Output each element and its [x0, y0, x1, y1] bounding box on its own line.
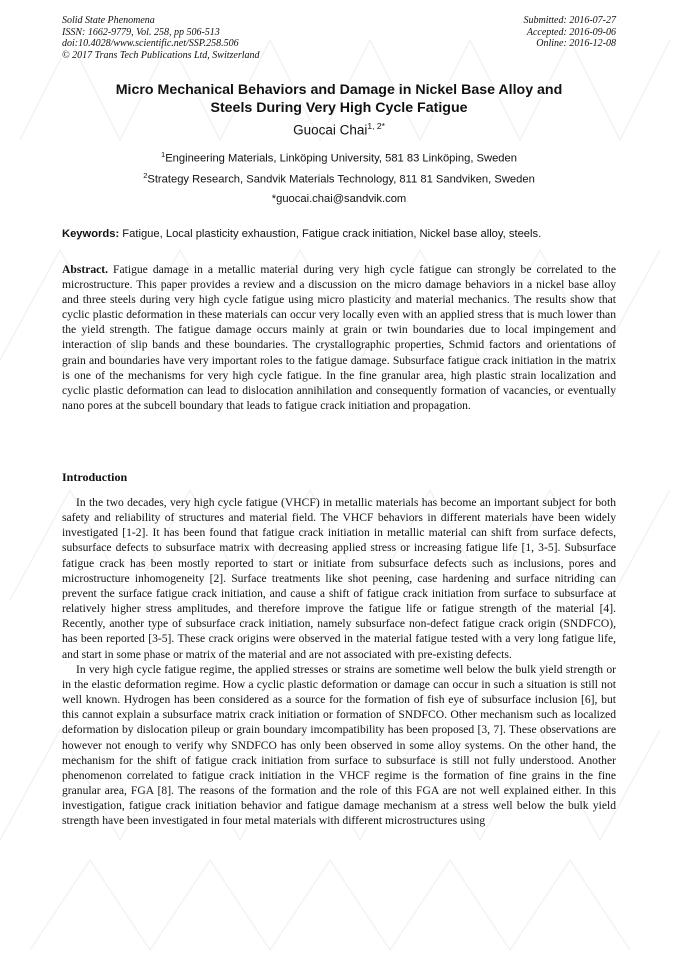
keywords-label: Keywords:: [62, 228, 120, 240]
author-marks: 1, 2*: [367, 121, 385, 131]
intro-paragraph-1: In the two decades, very high cycle fatigue (VHCF) in metallic materials has become an important subject for both safety and reliability of structures and material field. The VHCF behaviors in different materials have been widely investigated [1-2]. It has been found that fatigue crack initiation in metallic material can shift from surface defects, subsurface defects to subsurface matrix with decreasing applied stress or increasing fatigue life [1, 3-5]. Subsurface fatigue crack has been mostly reported to start or initiate from subsurface defects such as inclusions, pores and microstructure inhomogeneity [2]. Surface treatments like shot peening, case hardening and surface nitriding can prevent the surface fatigue crack initiation, and cause a shift of fatigue crack initiation from surface to subsurface at relatively higher stress amplitudes, and therefore improve the fatigue life or fatigue strength of the material [4]. Recently, another type of subsurface crack initiation, namely subsurface non-defect fatigue crack origin (SNDFCO), has been reported [3-5]. These crack origins were observed in the material fatigue tested with a very long fatigue life, and start in some phase or matrix of the material and are not associated with pre-existing defects.: [62, 496, 616, 661]
journal-name: Solid State Phenomena: [62, 15, 155, 26]
journal-header: [62, 15, 616, 61]
submitted-date: Submitted: 2016-07-27: [523, 15, 616, 26]
introduction-body: [62, 495, 616, 828]
title-line-1: Micro Mechanical Behaviors and Damage in Nickel Base Alloy and: [115, 82, 563, 98]
journal-info: [62, 15, 260, 61]
copyright-line: © 2017 Trans Tech Publications Ltd, Switzerland: [62, 49, 260, 61]
abstract-label: Abstract.: [62, 263, 109, 276]
keywords-text: Fatigue, Local plasticity exhaustion, Fatigue crack initiation, Nickel base alloy, steels.: [119, 228, 542, 240]
affiliation-2-mark: 2: [143, 171, 148, 180]
doi-line: doi:10.4028/www.scientific.net/SSP.258.506: [62, 38, 239, 49]
submission-dates: [524, 15, 617, 61]
paper-title: [62, 81, 616, 117]
author-line: [62, 121, 616, 138]
keywords: [62, 228, 616, 240]
intro-paragraph-2: In very high cycle fatigue regime, the applied stresses or strains are sometime well below the bulk yield strength or in the elastic deformation regime. How a cyclic plastic deformation or damage can occur in such a situation is still not well known. Hydrogen has been considered as a source for the formation of fish eye of subsurface inclusion [6], but this cannot explain a subsurface matrix crack initiation or formation of SNDFCO. Other mechanism such as localized deformation by dislocation pileup or grain boundary imcompatibility has been proposed [3, 7]. These observations are however not enough to verify why SNDFCO has only been observed in some alloy systems. On the other hand, the mechanism for the shift of fatigue crack initiation from surface to subsurface is still not fully understood. Another phenomenon correlated to fatigue crack initiation in the VHCF regime is the formation of fine grains in the fine granular area, FGA [8]. The reasons of the formation and the role of this FGA are not well explained either. In this investigation, fatigue crack initiation behavior and fatigue damage mechanism at a stress well below the bulk yield strength have been investigated in four metal materials with different microstructures using: [62, 662, 616, 828]
author-email: *guocai.chai@sandvik.com: [271, 193, 407, 205]
affiliation-1-mark: 1: [161, 150, 166, 159]
issn-line: ISSN: 1662-9779, Vol. 258, pp 506-513: [62, 26, 220, 38]
online-date: Online: 2016-12-08: [536, 38, 616, 49]
affiliation-1-text: Engineering Materials, Linköping University, 581 83 Linköping, Sweden: [165, 152, 517, 165]
abstract: [62, 262, 616, 413]
abstract-text: Fatigue damage in a metallic material during very high cycle fatigue can strongly be correlated to the microstructure. This paper provides a review and a discussion on the micro damage behaviors in a nickel base alloy and three steels during very high cycle fatigue using micro plasticity and material mechanics. The results show that cyclic plastic deformation in these materials can occur very locally even with an applied stress that is much lower than the yield strength. The fatigue damage occurs mainly at grain or twin boundaries due to local impingement and interaction of slip bands and these boundaries. The crystallographic properties, Schmid factors and orientations of grain and boundaries have very important roles to the fatigue damage. Subsurface fatigue crack initiation in the matrix is one of the mechanisms for very high cycle fatigue. In the fine granular area, high plastic strain localization and cyclic plastic deformation can lead to dislocation annihilation and consequently formation of vacancies, or eventually nano pores at the subcell boundary that leads to fatigue crack initiation and propagation.: [62, 263, 616, 412]
accepted-date: Accepted: 2016-09-06: [526, 26, 616, 38]
affiliation-2-text: Strategy Research, Sandvik Materials Technology, 811 81 Sandviken, Sweden: [147, 173, 535, 186]
title-line-2: Steels During Very High Cycle Fatigue: [210, 100, 468, 116]
author-name: Guocai Chai: [293, 122, 368, 138]
introduction-heading: Introduction: [62, 470, 128, 484]
affiliation-1: [62, 150, 616, 165]
affiliation-2: [62, 171, 616, 186]
